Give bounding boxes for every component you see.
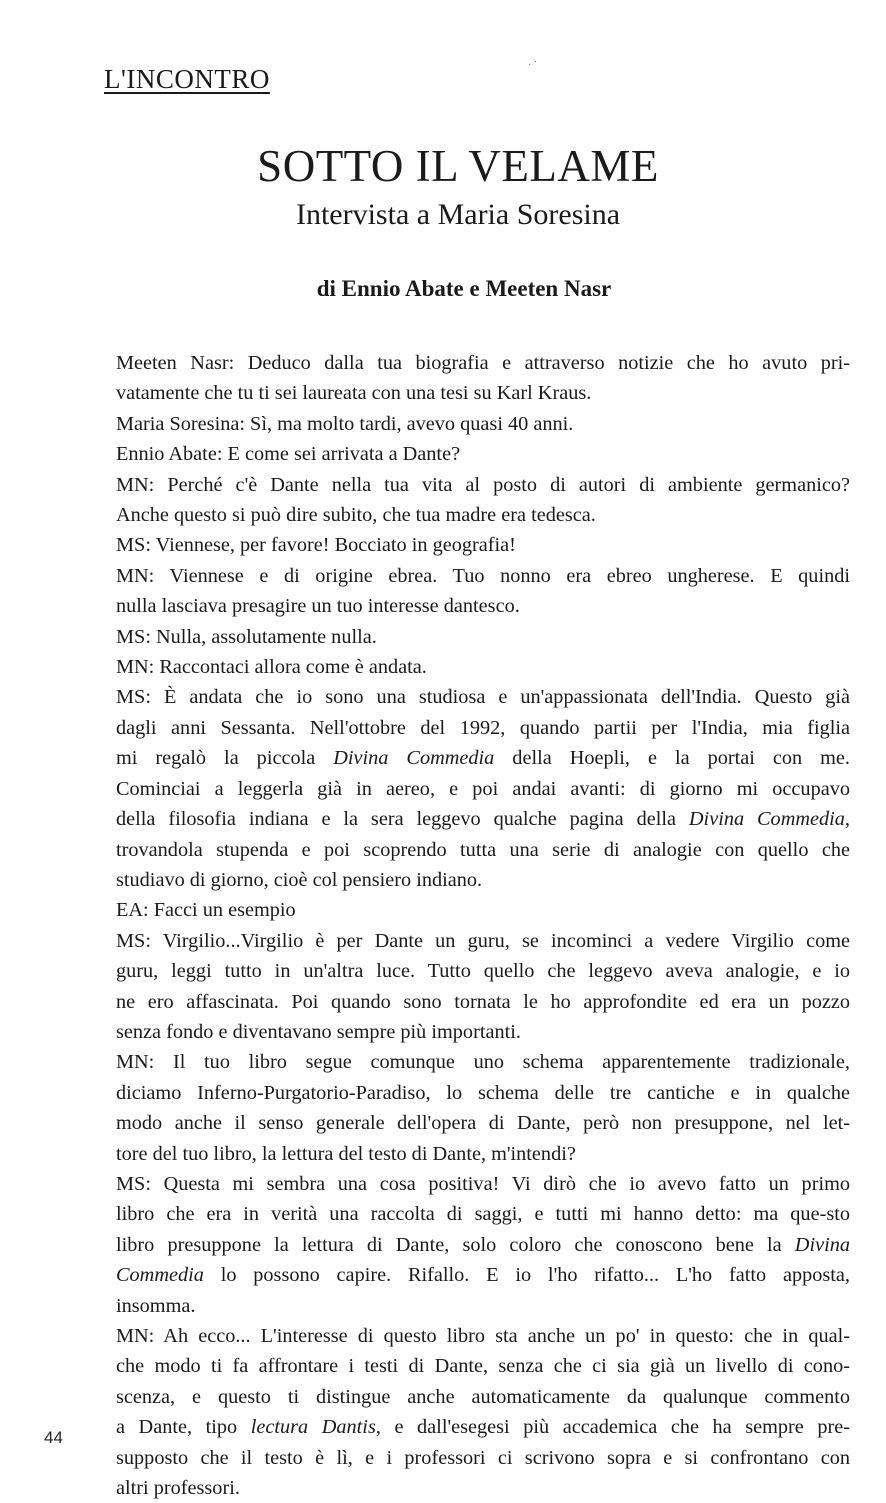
- body-line: altri professori.: [116, 1477, 240, 1500]
- body-line: MN: Viennese e di origine ebrea. Tuo nonno era ebreo ungherese. E quindi: [116, 564, 850, 587]
- body-line: Anche questo si può dire subito, che tua madre era tedesca.: [116, 504, 596, 527]
- body-line: studiavo di giorno, cioè col pensiero indiano.: [116, 868, 483, 891]
- italic-term: lectura Dantis: [250, 1416, 376, 1439]
- body-line: [116, 743, 850, 773]
- body-line: diciamo Inferno-Purgatorio-Paradiso, lo schema delle tre cantiche e in qualche: [116, 1081, 850, 1104]
- body-line: scenza, e questo ti distingue anche automaticamente da qualunque commento: [116, 1385, 850, 1408]
- body-line: MN: Ah ecco... L'interesse di questo libro sta anche un po' in questo: che in qual-: [116, 1325, 850, 1347]
- italic-title: Divina: [794, 1233, 850, 1256]
- scan-specks: · ˙: [528, 60, 538, 71]
- body-line: MS: Nulla, assolutamente nulla.: [116, 625, 377, 648]
- body-line: MN: Il tuo libro segue comunque uno schema apparentemente tradizionale,: [116, 1051, 850, 1074]
- body-line: MN: Perché c'è Dante nella tua vita al posto di autori di ambiente germanico?: [116, 473, 850, 496]
- body-line: che modo ti fa affrontare i testi di Dante, senza che ci sia già un livello di cono-: [116, 1355, 850, 1378]
- body-line: ne ero affascinata. Poi quando sono tornata le ho approfondite ed era un pozzo: [116, 990, 850, 1013]
- italic-title: Divina Commedia: [688, 808, 845, 831]
- body-line: insomma.: [116, 1294, 196, 1317]
- body-text-run: lo possono capire. Rifallo. E io l'ho rifatto... L'ho fatto apposta,: [203, 1264, 850, 1287]
- body-line: [116, 1412, 850, 1442]
- body-line: MS: È andata che io sono una studiosa e un'appassionata dell'India. Questo già: [116, 686, 850, 709]
- body-line: [116, 1230, 850, 1260]
- body-line: vatamente che tu ti sei laureata con una tesi su Karl Kraus.: [116, 382, 592, 405]
- section-label: L'INCONTRO: [104, 64, 270, 94]
- body-line: Maria Soresina: Sì, ma molto tardi, avevo quasi 40 anni.: [116, 412, 574, 435]
- body-line: libro che era in verità una raccolta di saggi, e tutti mi hanno detto: ma que-sto: [116, 1203, 850, 1226]
- body-text-run: mi regalò la piccola: [116, 747, 334, 770]
- body-line: MS: Virgilio...Virgilio è per Dante un guru, se incominci a vedere Virgilio come: [116, 929, 850, 952]
- interview-body: [116, 348, 850, 1503]
- body-line: modo anche il senso generale dell'opera di Dante, però non presuppone, nel let-: [116, 1112, 850, 1135]
- body-line: Cominciai a leggerla già in aereo, e poi andai avanti: di giorno mi occupavo: [116, 777, 850, 800]
- body-text-run: ,: [844, 808, 850, 831]
- body-text-run: della Hoepli, e la portai con me.: [494, 747, 850, 770]
- body-line: EA: Facci un esempio: [116, 899, 296, 922]
- page-number: 44: [44, 1428, 63, 1447]
- body-line: MN: Raccontaci allora come è andata.: [116, 656, 427, 679]
- body-line: trovandola stupenda e poi scoprendo tutta una serie di analogie con quello che: [116, 838, 850, 861]
- body-line: nulla lasciava presagire un tuo interesse dantesco.: [116, 595, 520, 618]
- body-line: guru, leggi tutto in un'altra luce. Tutto quello che leggevo aveva analogie, e io: [116, 960, 850, 983]
- article-byline: di Ennio Abate e Meeten Nasr: [316, 276, 612, 301]
- body-line: Meeten Nasr: Deduco dalla tua biografia e attraverso notizie che ho avuto pri-: [116, 352, 850, 374]
- body-text-run: della filosofia indiana e la sera leggevo qualche pagina della: [116, 808, 689, 831]
- body-text-run: libro presuppone la lettura di Dante, solo coloro che conoscono bene la: [116, 1233, 795, 1256]
- body-line: tore del tuo libro, la lettura del testo di Dante, m'intendi?: [116, 1142, 576, 1165]
- body-text-run: a Dante, tipo: [116, 1416, 251, 1439]
- body-text-run: , e dall'esegesi più accademica che ha sempre pre-: [375, 1416, 851, 1439]
- article-subtitle: Intervista a Maria Soresina: [295, 198, 621, 231]
- body-line: supposto che il testo è lì, e i professori ci scrivono sopra e si confrontano con: [116, 1446, 850, 1469]
- body-line: senza fondo e diventavano sempre più importanti.: [116, 1020, 521, 1043]
- body-line: MS: Viennese, per favore! Bocciato in geografia!: [116, 534, 516, 557]
- body-line: dagli anni Sessanta. Nell'ottobre del 1992, quando partii per l'India, mia figlia: [116, 716, 850, 739]
- italic-title: Divina Commedia: [333, 747, 495, 770]
- italic-title: Commedia: [116, 1264, 204, 1287]
- body-line: [116, 804, 850, 834]
- body-line: MS: Questa mi sembra una cosa positiva! Vi dirò che io avevo fatto un primo: [116, 1172, 850, 1195]
- body-line: Ennio Abate: E come sei arrivata a Dante?: [116, 443, 461, 466]
- body-line: [116, 1260, 850, 1290]
- article-title: SOTTO IL VELAME: [257, 141, 659, 191]
